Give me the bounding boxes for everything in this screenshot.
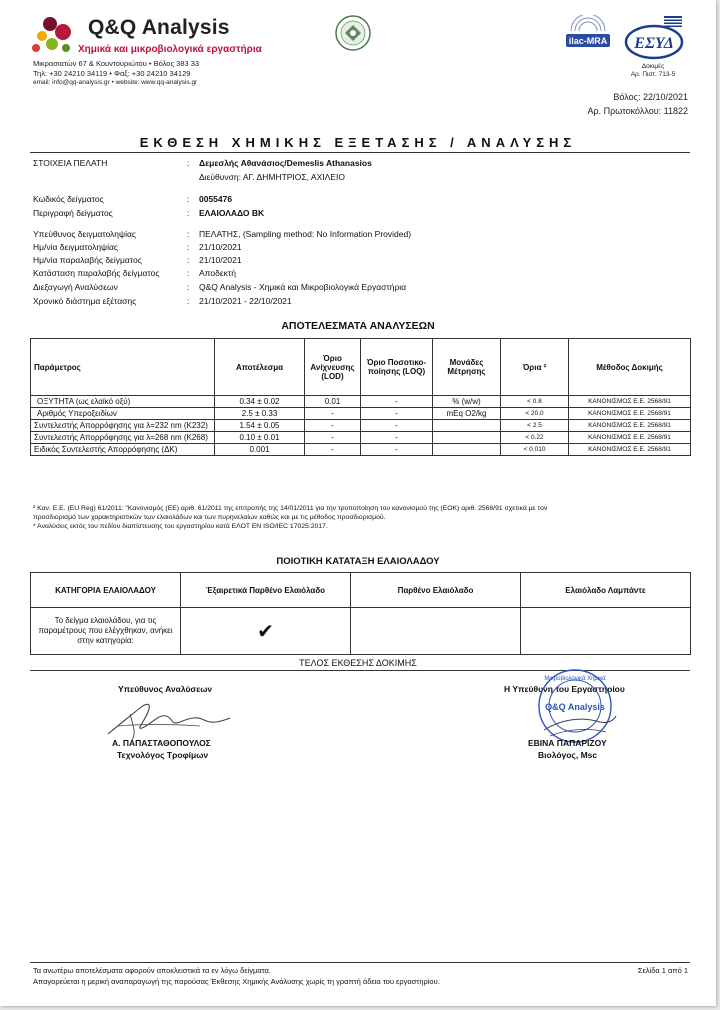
table-row <box>31 408 691 420</box>
page-number: Σελίδα 1 από 1 <box>637 966 688 975</box>
col-units: Μονάδες Μέτρησης <box>433 339 501 396</box>
field-label: Διεξαγωγή Αναλύσεων <box>33 282 118 292</box>
svg-text:ΕΣΥΔ: ΕΣΥΔ <box>634 35 674 52</box>
field-label: Περιγραφή δείγματος <box>33 208 113 218</box>
analyst-role: Τεχνολόγος Τροφίμων <box>117 750 209 760</box>
report-date: Βόλος: 22/10/2021 <box>613 92 688 102</box>
units-cell: % (w/w) <box>433 396 501 408</box>
company-contact: email: info@qq-analysis.gr • website: www.qq-analysis.gr <box>33 79 198 86</box>
results-table <box>30 338 691 456</box>
field-colon: : <box>187 158 190 168</box>
param-cell: Συντελεστής Απορρόφησης για λ=268 nm (K268) <box>31 432 215 444</box>
footer-line-1: Τα ανωτέρω αποτελέσματα αφορούν αποκλειστικά τα εν λόγω δείγματα. <box>33 966 271 975</box>
extra-virgin-cell <box>181 608 351 655</box>
field-value: ΕΛΑΙΟΛΑΔΟ ΒΚ <box>199 208 265 218</box>
lod-cell: 0.01 <box>305 396 361 408</box>
lab-head-role: Βιολόγος, Msc <box>538 750 598 760</box>
result-cell: 0.001 <box>215 444 305 456</box>
field-value: 21/10/2021 - 22/10/2021 <box>199 296 292 306</box>
loq-cell: - <box>361 396 433 408</box>
company-address: Μικρασιατών 67 & Κουντουριώτου • Βόλος 383 33 <box>33 59 200 68</box>
table-row <box>31 432 691 444</box>
method-cell: ΚΑΝΟΝΙΣΜΟΣ Ε.Ε. 2568/91 <box>569 444 691 456</box>
col-result: Αποτέλεσμα <box>215 339 305 396</box>
certification-seal-icon <box>334 14 372 56</box>
svg-text:ilac-MRA: ilac-MRA <box>568 36 608 46</box>
footnote-accreditation: * Αναλύσεις εκτός του πεδίου διαπίστευσης του εργαστηρίου κατά ΕΛΟΤ EN ISO/IEC 17025:2017. <box>33 523 328 530</box>
results-header-row <box>31 339 691 396</box>
units-cell <box>433 444 501 456</box>
company-name: Q&Q Analysis <box>88 16 230 39</box>
field-value: 21/10/2021 <box>199 242 242 252</box>
limit-cell: < 2.5 <box>501 420 569 432</box>
virgin-cell <box>351 608 521 655</box>
end-of-report: ΤΕΛΟΣ ΕΚΘΕΣΗΣ ΔΟΚΙΜΗΣ <box>299 658 417 668</box>
client-address: Διεύθυνση: ΑΓ. ΔΗΜΗΤΡΙΟΣ, ΑΧΙΛΕΙΟ <box>199 172 345 182</box>
units-cell <box>433 432 501 444</box>
param-cell: Ειδικός Συντελεστής Απορρόφησης (ΔΚ) <box>31 444 215 456</box>
loq-cell: - <box>361 432 433 444</box>
results-title: ΑΠΟΤΕΛΕΣΜΑΤΑ ΑΝΑΛΥΣΕΩΝ <box>281 320 435 332</box>
quality-row-label: Το δείγμα ελαιολάδου, για τις παραμέτρους που ελέγχθηκαν, ανήκει στην κατηγορία: <box>31 608 181 655</box>
lab-stamp-icon <box>530 666 620 746</box>
analyst-signature-icon <box>100 694 240 742</box>
limit-cell: < 0.010 <box>501 444 569 456</box>
col-extra-virgin: Έξαιρετικά Παρθένο Ελαιόλαδο <box>181 573 351 608</box>
field-label: Ημ/νία δειγματοληψίας <box>33 242 119 252</box>
lab-head-heading: Η Υπεύθυνη του Εργαστηρίου <box>504 684 625 694</box>
stamp-ring-text: Μικροβιολογικά Χημικά <box>544 676 606 682</box>
result-cell: 0.10 ± 0.01 <box>215 432 305 444</box>
result-cell: 1.54 ± 0.05 <box>215 420 305 432</box>
accreditation-note <box>618 63 688 79</box>
analyst-name: Α. ΠΑΠΑΣΤΑΘΟΠΟΥΛΟΣ <box>112 738 211 748</box>
units-cell: mEq O2/kg <box>433 408 501 420</box>
lod-cell: - <box>305 420 361 432</box>
field-label: Κωδικός δείγματος <box>33 194 104 204</box>
field-colon: : <box>187 268 190 278</box>
units-cell <box>433 420 501 432</box>
footer-line-2: Απαγορεύεται η μερική αναπαραγωγή της παρούσας Έκθεσης Χημικής Ανάλυσης χωρίς τη γραπτή άδεια του εργαστηρίου. <box>33 977 440 986</box>
loq-cell: - <box>361 420 433 432</box>
checkmark-icon: ✔ <box>257 620 274 643</box>
table-row <box>31 420 691 432</box>
field-value: Q&Q Analysis - Χημικά και Μικροβιολογικά Εργαστήρια <box>199 282 407 292</box>
param-cell: Συντελεστής Απορρόφησης για λ=232 nm (K232) <box>31 420 215 432</box>
col-limits: Όρια ² <box>501 339 569 396</box>
quality-table <box>30 572 691 655</box>
loq-cell: - <box>361 444 433 456</box>
accreditation-label: Δοκιμές <box>641 63 665 70</box>
field-value: 21/10/2021 <box>199 255 242 265</box>
col-lod: Όριο Ανίχνευσης (LOD) <box>305 339 361 396</box>
protocol-number: Αρ. Πρωτοκόλλου: 11822 <box>587 106 688 116</box>
field-colon: : <box>187 255 190 265</box>
stamp-text: Q&Q Analysis <box>545 702 605 712</box>
lampante-cell <box>521 608 691 655</box>
field-label: Ημ/νία παραλαβής δείγματος <box>33 255 142 265</box>
result-cell: 2.5 ± 0.33 <box>215 408 305 420</box>
client-label: ΣΤΟΙΧΕΙΑ ΠΕΛΑΤΗ <box>33 158 108 168</box>
table-row <box>31 396 691 408</box>
field-value: 0055476 <box>199 194 233 204</box>
col-lampante: Ελαιόλαδο Λαμπάντε <box>521 573 691 608</box>
method-cell: ΚΑΝΟΝΙΣΜΟΣ Ε.Ε. 2568/91 <box>569 396 691 408</box>
footnote-regulation-cont: προσδιορισμό των χαρακτηριστικών των ελαιολάδων και των πυρηνελαίων καθώς και με τις μέθοδος προσδιορισμού. <box>33 514 386 521</box>
field-colon: : <box>187 208 190 218</box>
analyst-heading: Υπεύθυνος Αναλύσεων <box>118 684 213 694</box>
col-virgin: Παρθένο Ελαιόλαδο <box>351 573 521 608</box>
quality-title: ΠΟΙΟΤΙΚΗ ΚΑΤΑΤΑΞΗ ΕΛΑΙΟΛΑΔΟΥ <box>276 556 440 567</box>
footer-divider <box>30 962 690 963</box>
lod-cell: - <box>305 444 361 456</box>
field-value: ΠΕΛΑΤΗΣ, (Sampling method: No Information Provided) <box>199 229 412 239</box>
field-label: Υπεύθυνος δειγματοληψίας <box>33 229 136 239</box>
loq-cell: - <box>361 408 433 420</box>
field-label: Χρονικό διάστημα εξέτασης <box>33 296 137 306</box>
result-cell: 0.34 ± 0.02 <box>215 396 305 408</box>
quality-header-row <box>31 573 691 608</box>
report-title: ΕΚΘΕΣΗ ΧΗΜΙΚΗΣ ΕΞΕΤΑΣΗΣ / ΑΝΑΛΥΣΗΣ <box>139 135 577 150</box>
col-method: Μέθοδος Δοκιμής <box>569 339 691 396</box>
footnote-regulation: ² Καν. Ε.Ε. (EU Reg) 61/2011: "Κανονισμός (ΕΕ) αριθ. 61/2011 της επιτροπής της 14/01/2011 για την τροποποίηση του κανονισμού της (ΕΟΚ) αριθ. 2568/91 σχετικά με τον <box>33 505 548 512</box>
lod-cell: - <box>305 408 361 420</box>
col-parameter: Παράμετρος <box>31 339 215 396</box>
title-divider <box>30 152 690 153</box>
limit-cell: < 0.22 <box>501 432 569 444</box>
field-colon: : <box>187 296 190 306</box>
field-colon: : <box>187 242 190 252</box>
method-cell: ΚΑΝΟΝΙΣΜΟΣ Ε.Ε. 2568/91 <box>569 408 691 420</box>
method-cell: ΚΑΝΟΝΙΣΜΟΣ Ε.Ε. 2568/91 <box>569 420 691 432</box>
field-colon: : <box>187 194 190 204</box>
field-value: Αποδεκτή <box>199 268 236 278</box>
param-cell: Αριθμός Υπεροξειδίων <box>31 408 215 420</box>
accreditation-number: Αρ. Πιστ. 713-5 <box>630 71 676 78</box>
lod-cell: - <box>305 432 361 444</box>
quality-row <box>31 608 691 655</box>
limit-cell: < 0.8 <box>501 396 569 408</box>
results-footnotes <box>33 504 693 531</box>
esyd-logo-icon <box>624 16 686 60</box>
param-cell: ΟΞΥΤΗΤΑ (ως ελαϊκό οξύ) <box>31 396 215 408</box>
limit-cell: < 20.0 <box>501 408 569 420</box>
field-colon: : <box>187 282 190 292</box>
method-cell: ΚΑΝΟΝΙΣΜΟΣ Ε.Ε. 2568/91 <box>569 432 691 444</box>
ilac-mra-logo-icon <box>563 15 613 55</box>
company-logo-icon <box>30 14 78 58</box>
client-name: Δεμεσλής Αθανάσιος/Demeslis Athanasios <box>199 158 372 168</box>
field-label: Κατάσταση παραλαβής δείγματος <box>33 268 160 278</box>
col-loq: Όριο Ποσοτικο-ποίησης (LOQ) <box>361 339 433 396</box>
lab-head-name: ΕΒΙΝΑ ΠΑΠΑΡΙΖΟΥ <box>528 738 607 748</box>
col-category: ΚΑΤΗΓΟΡΙΑ ΕΛΑΙΟΛΑΔΟΥ <box>31 573 181 608</box>
company-tagline: Χημικά και μικροβιολογικά εργαστήρια <box>78 44 262 55</box>
company-phone: Τηλ: +30 24210 34119 • Φαξ: +30 24210 34129 <box>33 69 191 78</box>
table-row <box>31 444 691 456</box>
field-colon: : <box>187 229 190 239</box>
